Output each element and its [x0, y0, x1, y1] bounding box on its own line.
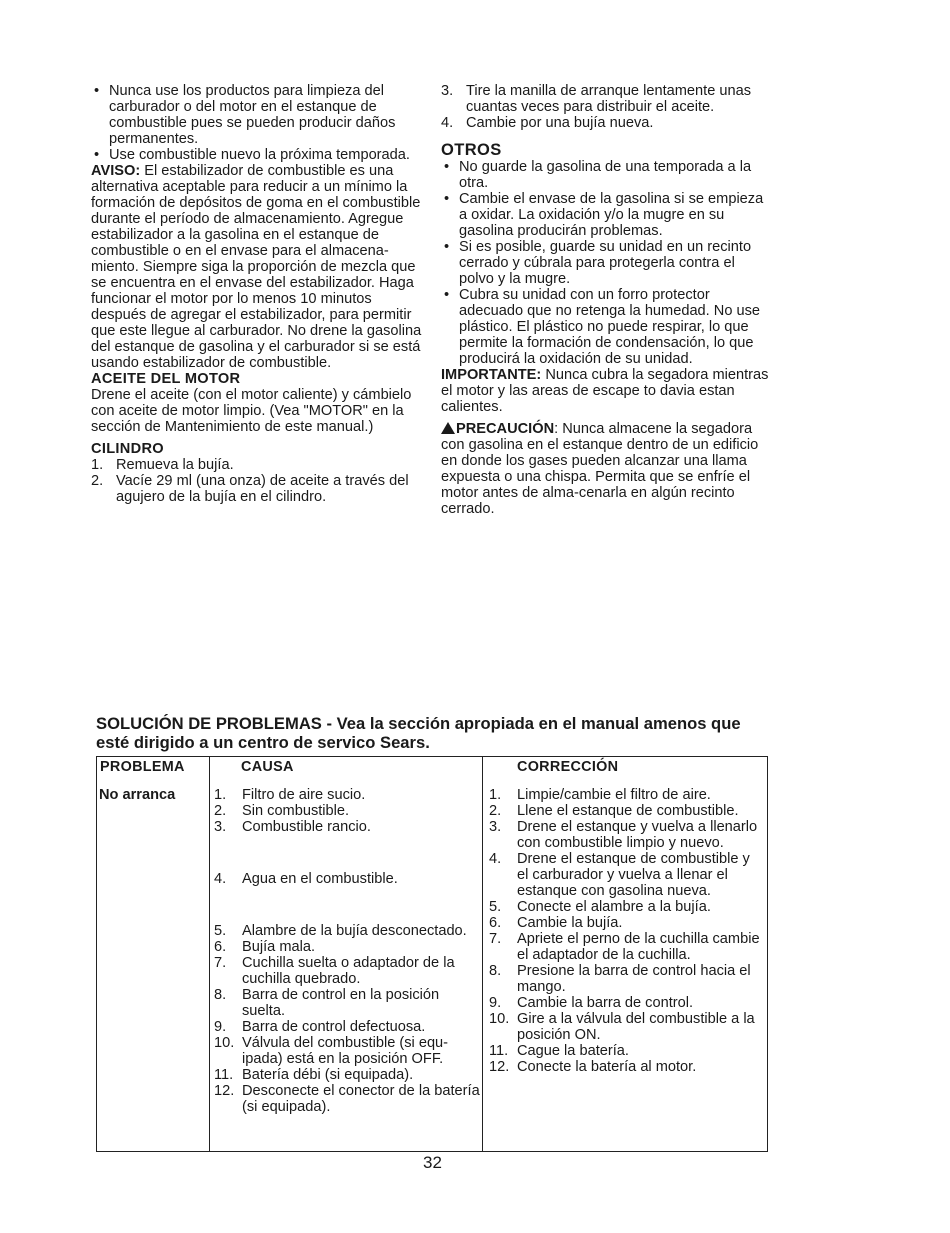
item-text: Barra de control en la posición suelta. — [242, 987, 440, 1019]
item-number: 11. — [489, 1043, 509, 1059]
item-number: 10. — [214, 1035, 235, 1051]
importante-paragraph — [441, 367, 771, 415]
step-text: Tire la manilla de arranque lentamente unas cuantas veces para distribuir el aceite. — [466, 83, 752, 115]
item-text: Cuchilla suelta o adaptador de la cuchilla quebrado. — [242, 955, 455, 987]
aviso-paragraph — [91, 163, 427, 371]
list-item: • Si es posible, guarde su unidad en un recinto cerrado y cúbrala para protegerla contra el polvo y la mugre. — [441, 239, 771, 287]
cause-item — [214, 939, 484, 955]
item-number: 6. — [214, 939, 227, 955]
importante-label: IMPORTANTE: — [441, 367, 542, 383]
step-number: 1. — [91, 457, 104, 473]
item-number: 4. — [489, 851, 502, 867]
left-column — [91, 83, 427, 505]
item-text: Limpie/cambie el filtro de aire. — [517, 787, 711, 803]
cause-item — [214, 987, 484, 1019]
item-text: Desconecte el conector de la batería (si equipada). — [242, 1083, 480, 1115]
cause-item — [214, 1019, 484, 1035]
item-number: 5. — [489, 899, 502, 915]
aceite-heading: ACEITE DEL MOTOR — [91, 371, 241, 387]
correction-item — [489, 819, 761, 851]
precaucion-paragraph — [441, 421, 771, 517]
item-number: 8. — [214, 987, 227, 1003]
item-text: Válvula del combustible (si equ-ipada) está en la posición OFF. — [242, 1035, 449, 1067]
item-text: Sin combustible. — [242, 803, 350, 819]
warning-triangle-icon — [441, 422, 455, 434]
item-text: Apriete el perno de la cuchilla cambie el adaptador de la cuchilla. — [517, 931, 760, 963]
otros-bullet-list — [441, 159, 771, 367]
item-text: Barra de control defectuosa. — [242, 1019, 426, 1035]
item-text: Cague la batería. — [517, 1043, 629, 1059]
troubleshooting-title-main: SOLUCIÓN DE PROBLEMAS — [96, 714, 322, 733]
item-number: 3. — [214, 819, 227, 835]
correction-list — [489, 787, 761, 1075]
item-number: 12. — [489, 1059, 510, 1075]
item-number: 9. — [489, 995, 502, 1011]
item-number: 9. — [214, 1019, 227, 1035]
item-text: Conecte el alambre a la bujía. — [517, 899, 711, 915]
cilindro-heading: CILINDRO — [91, 441, 164, 457]
header-causa: CAUSA — [241, 759, 294, 775]
otros-heading: OTROS — [441, 141, 502, 159]
correction-item — [489, 1059, 761, 1075]
item-text: Presione la barra de control hacia el mango. — [517, 963, 751, 995]
item-text: Llene el estanque de combustible. — [517, 803, 739, 819]
page-number: 32 — [423, 1153, 442, 1172]
item-text: Combustible rancio. — [242, 819, 371, 835]
header-problema: PROBLEMA — [100, 759, 185, 775]
item-number: 2. — [214, 803, 227, 819]
item-number: 6. — [489, 915, 502, 931]
item-number: 7. — [214, 955, 227, 971]
item-text: Bujía mala. — [242, 939, 316, 955]
cause-item — [214, 923, 484, 939]
cilindro-steps — [91, 457, 427, 505]
step-number: 3. — [441, 83, 454, 99]
cause-item — [214, 1067, 484, 1083]
list-item: • Cubra su unidad con un forro protector adecuado que no retenga la humedad. No use plástico. El plástico no puede respirar, lo que permite la formación de condensación, lo que producirá la oxidación de su unidad. — [441, 287, 771, 367]
importante-text: Nunca cubra la segadora mientras el motor y las areas de escape to davia estan calientes. — [441, 367, 769, 415]
list-item: • No guarde la gasolina de una temporada a la otra. — [441, 159, 771, 191]
correction-item — [489, 1043, 761, 1059]
precaucion-text: : Nunca almacene la segadora con gasolina en el estanque dentro de un edificio en donde los gases pueden alcanzar una llama expuesta o una chispa. Permita que se enfríe el motor antes de alma-cenarla en algún recinto cerrado. — [441, 421, 759, 517]
item-text: Drene el estanque de combustible y el carburador y vuelva a llenar el estanque con gasolina nueva. — [517, 851, 750, 899]
item-number: 10. — [489, 1011, 510, 1027]
item-text: Gire a la válvula del combustible a la posición ON. — [517, 1011, 755, 1043]
list-item: • Use combustible nuevo la próxima temporada. — [91, 147, 427, 163]
item-text: Alambre de la bujía desconectado. — [242, 923, 467, 939]
cilindro-steps-continued — [441, 83, 771, 131]
aviso-text: El estabilizador de combustible es una alternativa aceptable para reducir a un mínimo la formación de depósitos de goma en el combustible durante el período de almacenamiento. Agregue estabilizador a la gasolina en el estanque de combustible o en el envase para el almacena-miento. Siempre siga la proporción de mezcla que se encuentra en el envase del estabilizador. Haga funcionar el motor por lo menos 10 minutos después de agregar el estabilizador, para permitir que este llegue al carburador. No drene la gasolina del estanque de gasolina y el carburador si se está usando estabilizador de combustible. — [91, 163, 422, 371]
item-number: 3. — [489, 819, 502, 835]
precaucion-label: PRECAUCIÓN — [456, 421, 555, 437]
list-item: • Cambie el envase de la gasolina si se empieza a oxidar. La oxidación y/o la mugre en su gasolina producirán problemas. — [441, 191, 771, 239]
item-number: 2. — [489, 803, 502, 819]
cause-item — [214, 819, 484, 835]
item-number: 8. — [489, 963, 502, 979]
correction-item — [489, 931, 761, 963]
step-text: Vacíe 29 ml (una onza) de aceite a través del agujero de la bujía en el cilindro. — [116, 473, 409, 505]
item-number: 1. — [489, 787, 502, 803]
step-text: Cambie por una bujía nueva. — [466, 115, 654, 131]
item-text: Cambie la bujía. — [517, 915, 623, 931]
list-item — [91, 473, 427, 505]
list-item — [91, 457, 427, 473]
correction-item — [489, 995, 761, 1011]
correction-item — [489, 963, 761, 995]
step-text: Remueva la bujía. — [116, 457, 234, 473]
step-number: 2. — [91, 473, 104, 489]
item-text: Agua en el combustible. — [242, 871, 398, 887]
troubleshooting-title — [96, 714, 776, 752]
item-number: 12. — [214, 1083, 235, 1099]
list-item — [441, 83, 771, 115]
correction-item — [489, 899, 761, 915]
correction-item — [489, 851, 761, 899]
cause-item — [214, 955, 484, 987]
troubleshooting-table — [96, 756, 768, 1152]
item-text: Conecte la batería al motor. — [517, 1059, 697, 1075]
cause-item — [214, 787, 484, 803]
storage-bullet-list — [91, 83, 427, 163]
item-text: Batería débi (si equipada). — [242, 1067, 414, 1083]
cause-list — [214, 787, 484, 1115]
step-number: 4. — [441, 115, 454, 131]
item-text: Drene el estanque y vuelva a llenarlo con combustible limpio y nuevo. — [517, 819, 758, 851]
item-number: 1. — [214, 787, 227, 803]
list-item — [441, 115, 771, 131]
correction-item — [489, 787, 761, 803]
cause-item — [214, 1083, 484, 1115]
correction-item — [489, 803, 761, 819]
cause-item — [214, 1035, 484, 1067]
item-number: 4. — [214, 871, 227, 887]
column-divider — [209, 757, 210, 1151]
item-number: 5. — [214, 923, 227, 939]
cause-item — [214, 803, 484, 819]
item-number: 7. — [489, 931, 502, 947]
troubleshooting-title-note: - Vea la sección apropiada en el manual amenos que esté dirigido a un centro de servico Sears. — [96, 714, 741, 752]
aceite-text: Drene el aceite (con el motor caliente) y cámbielo con aceite de motor limpio. (Vea "MOTOR" en la sección de Mantenimiento de este manual.) — [91, 387, 412, 435]
item-number: 11. — [214, 1067, 234, 1083]
header-correccion: CORRECCIÓN — [517, 759, 619, 775]
aviso-label: AVISO: — [91, 163, 141, 179]
correction-item — [489, 915, 761, 931]
item-text: Filtro de aire sucio. — [242, 787, 366, 803]
right-column — [441, 83, 771, 517]
list-item: • Nunca use los productos para limpieza del carburador o del motor en el estanque de combustible pues se pueden producir daños permanentes. — [91, 83, 427, 147]
cause-item — [214, 871, 484, 887]
correction-item — [489, 1011, 761, 1043]
problem-cell: No arranca — [99, 787, 176, 803]
item-text: Cambie la barra de control. — [517, 995, 694, 1011]
